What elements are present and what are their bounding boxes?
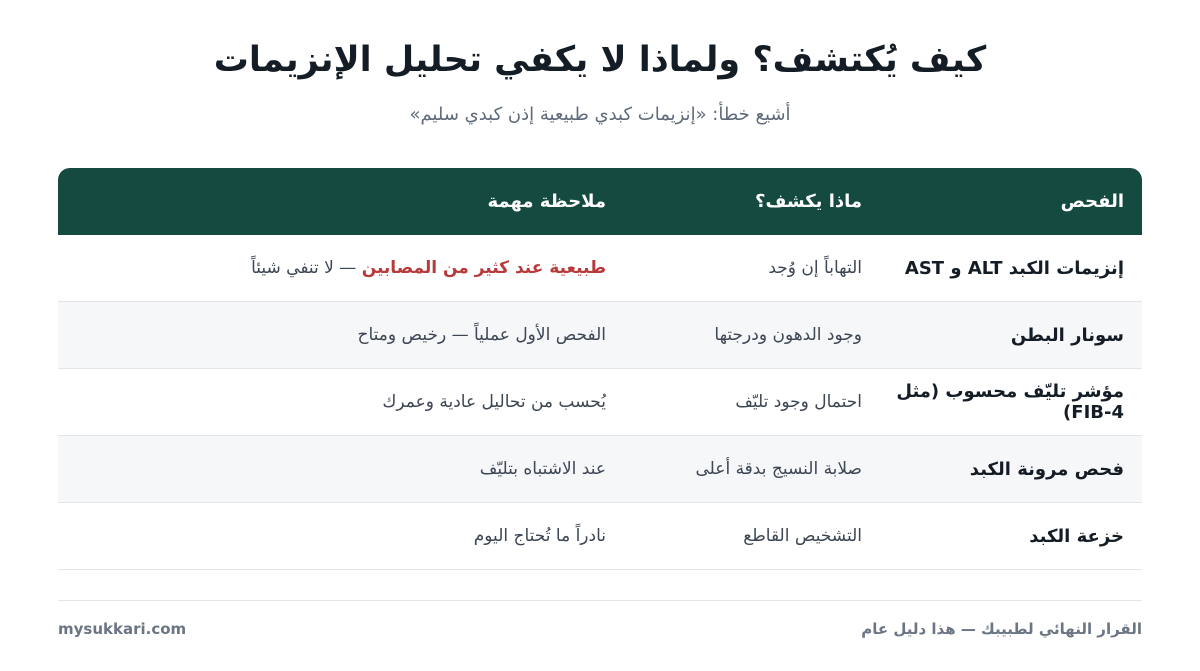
header-note: ملاحظة مهمة (487, 191, 606, 212)
row-note: عند الاشتباه بتليّف (479, 459, 606, 479)
footer-disclaimer: القرار النهائي لطبيبك — هذا دليل عام (861, 620, 1142, 638)
row-reveals: التشخيص القاطع (743, 526, 862, 546)
row-test: سونار البطن (1010, 324, 1124, 346)
table-row (58, 436, 1142, 503)
row-reveals: التهاباً إن وُجد (768, 258, 862, 278)
row-note: الفحص الأول عملياً — رخيص ومتاح (357, 325, 606, 345)
row-note: يُحسب من تحاليل عادية وعمرك (382, 392, 606, 412)
table-row (58, 302, 1142, 369)
row-reveals: وجود الدهون ودرجتها (714, 325, 862, 345)
row-note (58, 258, 616, 278)
row-test: فحص مرونة الكبد (969, 458, 1124, 480)
page-title: كيف يُكتشف؟ ولماذا لا يكفي تحليل الإنزيمات (213, 40, 987, 80)
row-note-highlight: طبيعية عند كثير من المصابين (361, 258, 606, 278)
row-test: خزعة الكبد (1029, 525, 1124, 547)
row-reveals: صلابة النسيج بدقة أعلى (695, 459, 862, 479)
row-note: نادراً ما تُحتاج اليوم (473, 526, 606, 546)
header-reveals: ماذا يكشف؟ (755, 191, 862, 212)
page-subtitle: أشيع خطأ: «إنزيمات كبدي طبيعية إذن كبدي سليم» (409, 104, 791, 125)
header-test: الفحص (1060, 191, 1124, 212)
row-test: مؤشر تليّف محسوب (مثل FIB-4) (896, 381, 1124, 423)
tests-table (58, 168, 1142, 570)
footer-divider (58, 600, 1142, 601)
row-test: إنزيمات الكبد ALT و AST (904, 257, 1124, 279)
row-reveals: احتمال وجود تليّف (735, 392, 862, 412)
table-header (58, 168, 1142, 235)
table-row (58, 369, 1142, 436)
table-row (58, 235, 1142, 302)
table-row (58, 503, 1142, 570)
row-note-rest: — لا تنفي شيئاً (251, 258, 362, 278)
footer-site-link[interactable]: mysukkari.com (58, 620, 187, 638)
